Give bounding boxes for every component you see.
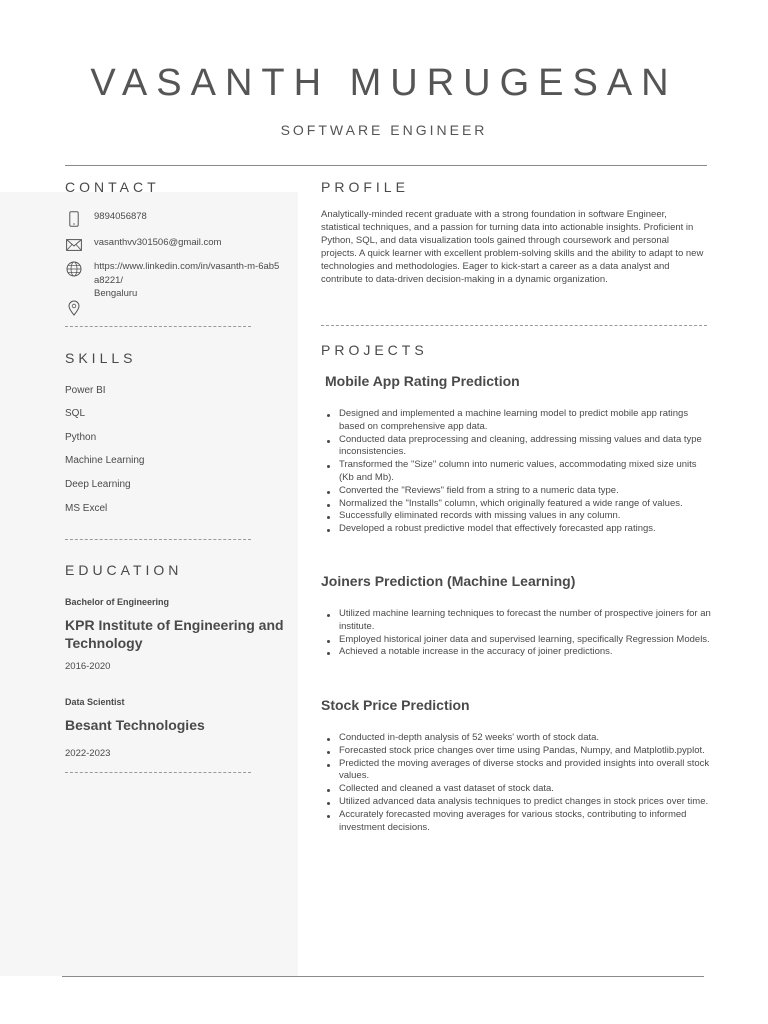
skill-item: Machine Learning [65, 455, 145, 466]
location-pin-icon [65, 299, 83, 317]
contact-heading: CONTACT [65, 179, 160, 195]
header-divider [65, 165, 707, 166]
education-school: Besant Technologies [65, 717, 205, 733]
email-address[interactable]: vasanthvv301506@gmail.com [94, 237, 222, 248]
project-title: Mobile App Rating Prediction [325, 373, 520, 389]
footer-divider [62, 976, 704, 977]
phone-number[interactable]: 9894056878 [94, 211, 147, 222]
project-title: Stock Price Prediction [321, 697, 470, 713]
project-title: Joiners Prediction (Machine Learning) [321, 573, 576, 589]
profile-summary: Analytically-minded recent graduate with a strong foundation in software Engineer, statistical techniques, and a passion for turning data into actionable insights. Proficient in Python, SQL, and data visualization tools gained through coursework and personal projects. A quick learner with excellent problem-solving skills and the ability to adapt to new technologies and methodologies. Eager to kick-start a career as a data analyst and contribute to data-driven decision-making in a dynamic organization. [321, 209, 704, 285]
phone-icon [65, 210, 83, 228]
education-years: 2022-2023 [65, 748, 111, 759]
list-item: Achieved a notable increase in the accuracy of joiner predictions. [321, 646, 711, 659]
contact-divider [65, 326, 251, 327]
skill-item: Power BI [65, 385, 106, 396]
profile-divider [321, 325, 707, 326]
globe-icon [65, 260, 83, 278]
contact-email [65, 236, 290, 254]
list-item: Conducted in-depth analysis of 52 weeks' worth of stock data. [321, 732, 711, 745]
project-bullet-list [321, 608, 711, 659]
list-item: Utilized advanced data analysis techniques to predict changes in stock prices over time. [321, 796, 711, 809]
contact-website [65, 260, 290, 301]
list-item: Utilized machine learning techniques to forecast the number of prospective joiners for an institute. [321, 608, 711, 634]
list-item: Successfully eliminated records with missing values in any column. [321, 510, 711, 523]
skill-item: SQL [65, 408, 86, 419]
list-item: Normalized the "Installs" column, which originally featured a wide range of values. [321, 498, 711, 511]
skill-item: Deep Learning [65, 479, 131, 490]
education-divider [65, 772, 251, 773]
list-item: Converted the "Reviews" field from a string to a numeric data type. [321, 485, 711, 498]
list-item: Conducted data preprocessing and cleaning, addressing missing values and data type inconsistencies. [321, 434, 711, 460]
list-item: Predicted the moving averages of diverse stocks and provided insights into overall stock values. [321, 758, 711, 784]
linkedin-url[interactable] [94, 260, 284, 301]
education-heading: EDUCATION [65, 562, 183, 578]
skill-item: Python [65, 432, 97, 443]
projects-heading: PROJECTS [321, 342, 428, 358]
list-item: Collected and cleaned a vast dataset of stock data. [321, 783, 711, 796]
job-title: SOFTWARE ENGINEER [280, 122, 488, 138]
location-text: Bengaluru [94, 288, 138, 299]
skills-divider [65, 539, 251, 540]
list-item: Forecasted stock price changes over time using Pandas, Numpy, and Matplotlib.pyplot. [321, 745, 711, 758]
skills-heading: SKILLS [65, 350, 137, 366]
project-bullet-list [321, 732, 711, 834]
list-item: Accurately forecasted moving averages for various stocks, contributing to informed investment decisions. [321, 809, 711, 835]
skill-item: MS Excel [65, 503, 108, 514]
contact-location [65, 299, 290, 317]
list-item: Developed a robust predictive model that effectively forecasted app ratings. [321, 523, 711, 536]
education-degree: Data Scientist [65, 697, 125, 707]
project-bullet-list [321, 408, 711, 536]
contact-phone [65, 210, 290, 228]
candidate-name: VASANTH MURUGESAN [90, 62, 678, 104]
list-item: Designed and implemented a machine learning model to predict mobile app ratings based on comprehensive app data. [321, 408, 711, 434]
linkedin-url-text: https://www.linkedin.com/in/vasanth-m-6ab5a8221/ [94, 261, 280, 286]
education-degree: Bachelor of Engineering [65, 597, 170, 607]
profile-heading: PROFILE [321, 179, 409, 195]
list-item: Employed historical joiner data and supervised learning, specifically Regression Models. [321, 634, 711, 647]
education-school: KPR Institute of Engineering and Technology [65, 617, 284, 651]
envelope-icon [65, 236, 83, 254]
list-item: Transformed the "Size" column into numeric values, accommodating mixed size units (Kb and Mb). [321, 459, 711, 485]
education-years: 2016-2020 [65, 661, 111, 672]
